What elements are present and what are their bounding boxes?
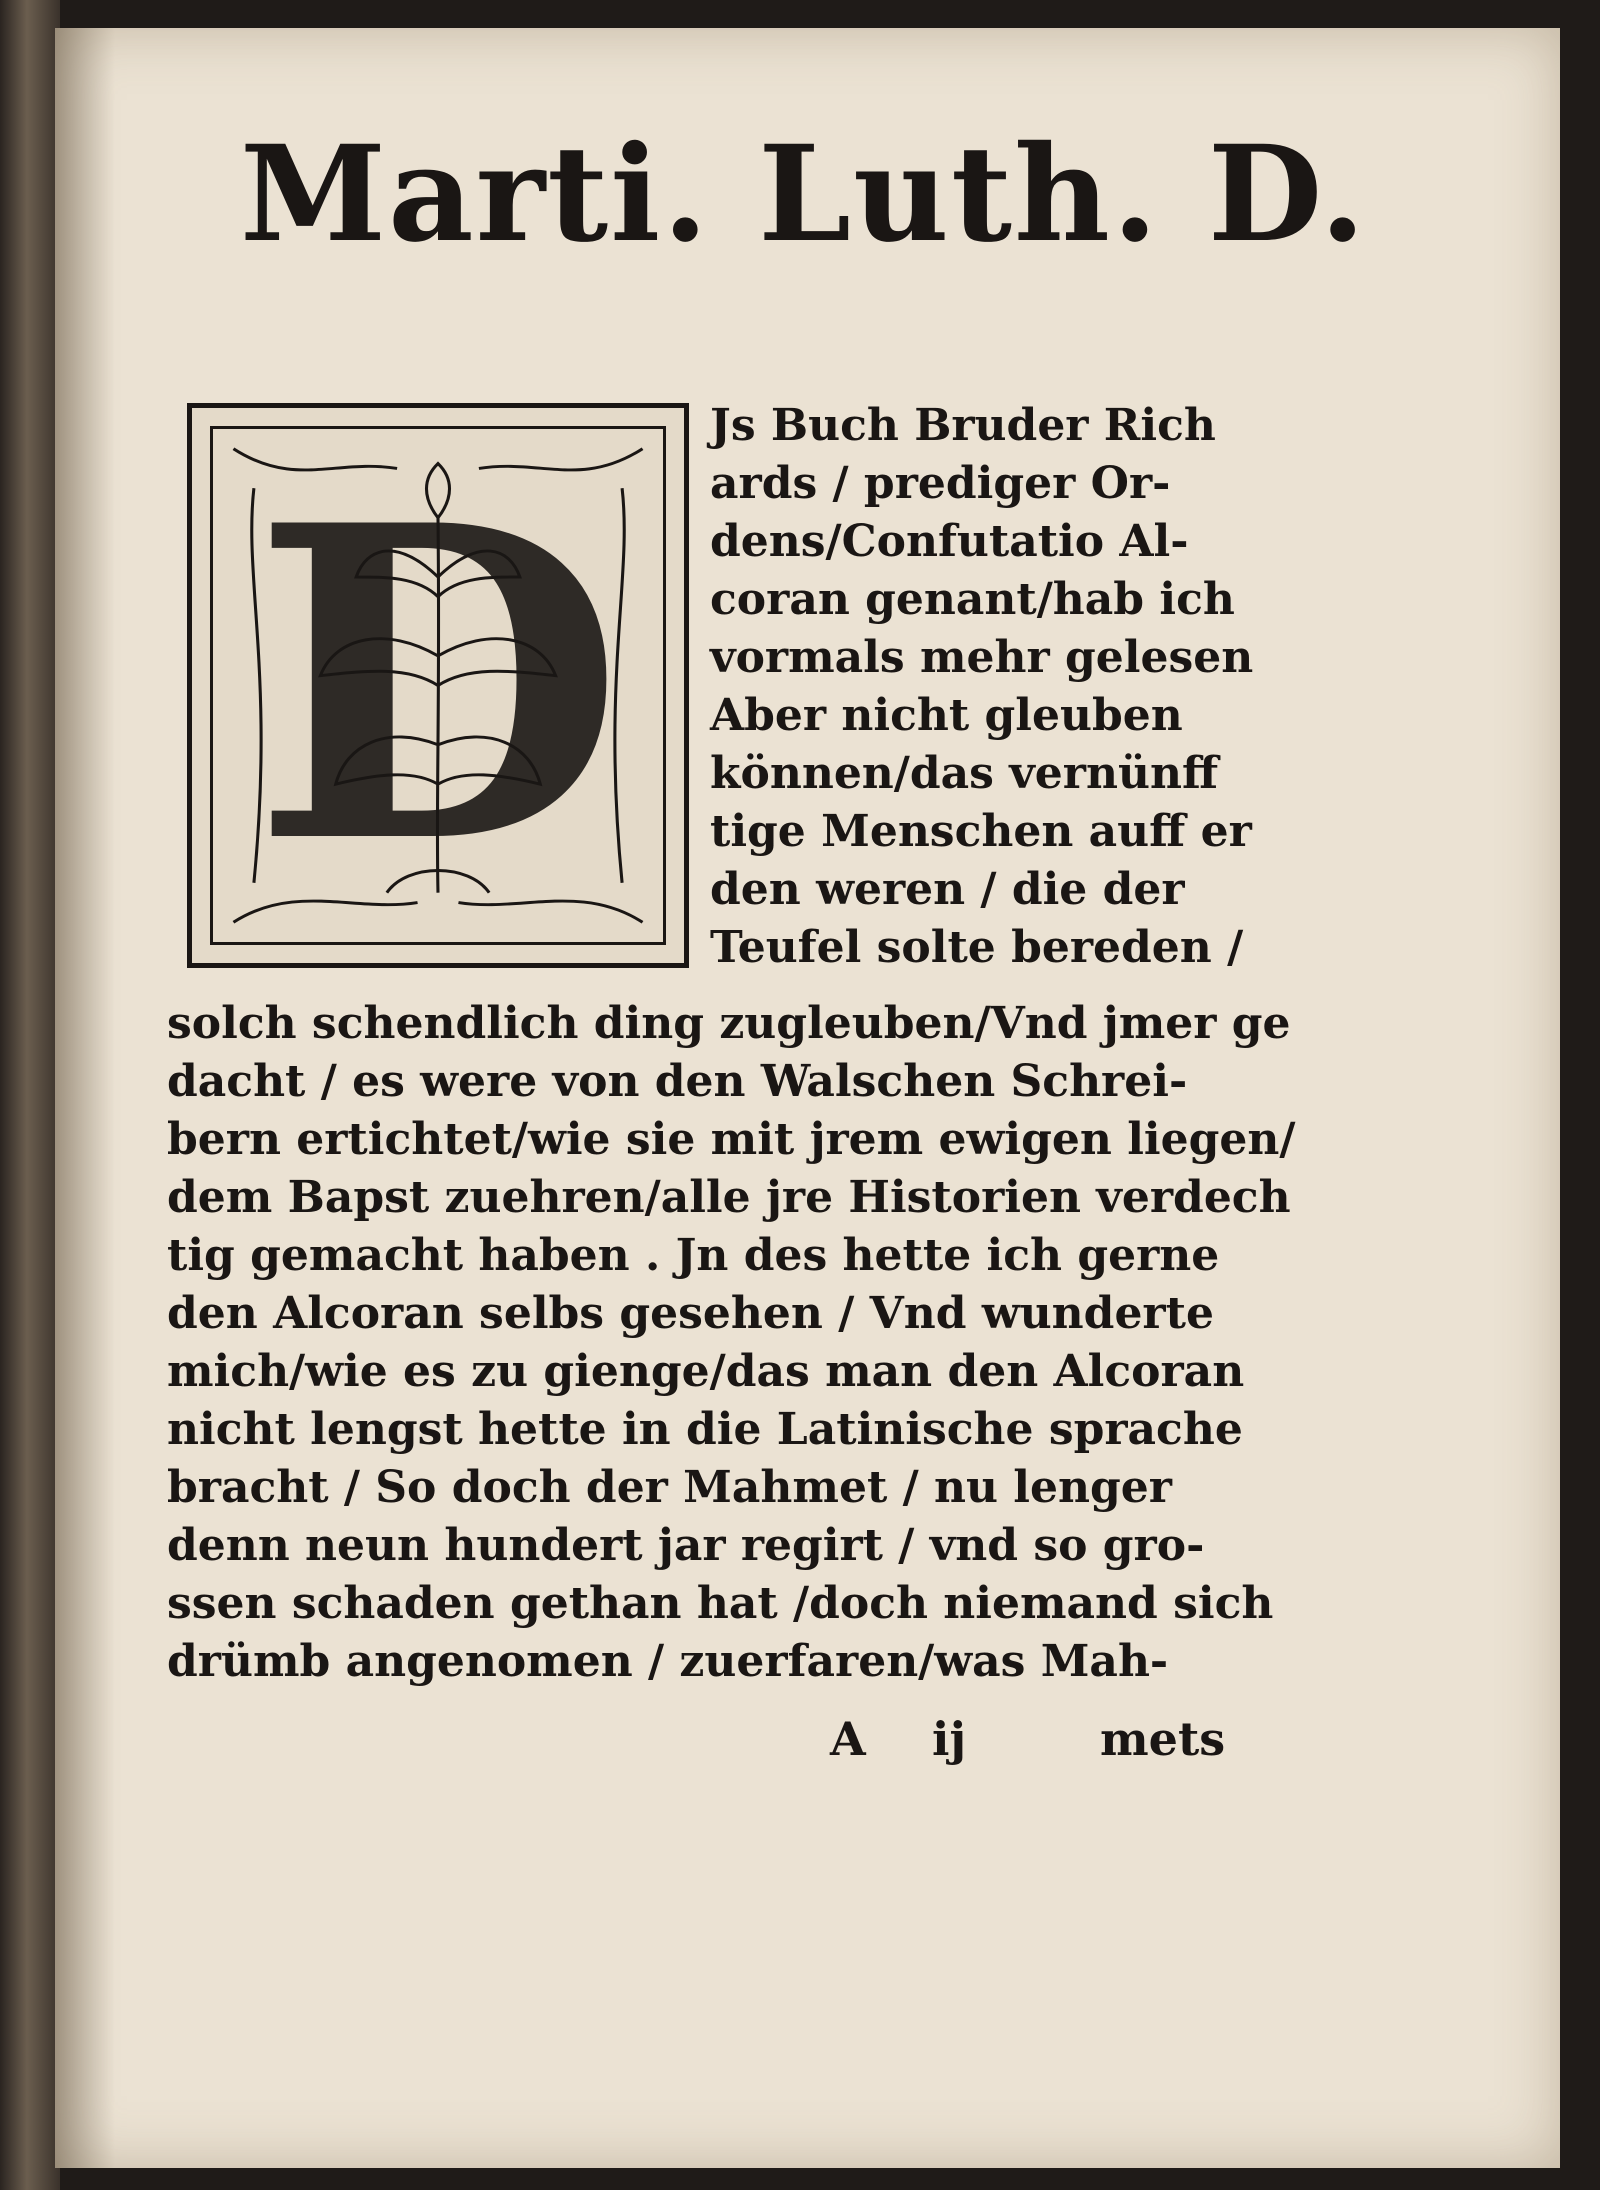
text-line: tige Menschen auff er	[710, 806, 1252, 857]
page-gutter-shadow	[55, 28, 115, 2168]
book-binding	[0, 0, 60, 2190]
text-line: bern ertichtet/wie sie mit jrem ewigen liegen/	[167, 1114, 1296, 1165]
text-line: denn neun hundert jar regirt / vnd so gro-	[167, 1520, 1205, 1571]
running-head: Marti. Luth. D.	[240, 117, 1368, 272]
text-line: Aber nicht gleuben	[710, 690, 1183, 741]
text-line: den Alcoran selbs gesehen / Vnd wunderte	[167, 1288, 1214, 1339]
catchword: mets	[1100, 1712, 1226, 1766]
text-line: bracht / So doch der Mahmet / nu lenger	[167, 1462, 1172, 1513]
text-line: mich/wie es zu gienge/das man den Alcoran	[167, 1346, 1245, 1397]
text-line: Teufel solte bereden /	[710, 922, 1244, 973]
text-line: können/das vernünff	[710, 748, 1219, 799]
text-line: coran genant/hab ich	[710, 574, 1235, 625]
text-line: drümb angenomen / zuerfaren/was Mah-	[167, 1636, 1169, 1687]
initial-frame	[210, 426, 666, 945]
text-line: dem Bapst zuehren/alle jre Historien verdech	[167, 1172, 1291, 1223]
text-line: solch schendlich ding zugleuben/Vnd jmer ge	[167, 998, 1291, 1049]
text-line: tig gemacht haben . Jn des hette ich gerne	[167, 1230, 1220, 1281]
initial-letter: D	[251, 432, 625, 938]
text-line: nicht lengst hette in die Latinische sprache	[167, 1404, 1243, 1455]
signature-letter: A	[830, 1712, 866, 1766]
text-line: dens/Confutatio Al-	[710, 516, 1189, 567]
text-line: dacht / es were von den Walschen Schrei-	[167, 1056, 1188, 1107]
text-line: vormals mehr gelesen	[710, 632, 1254, 683]
text-line: ssen schaden gethan hat /doch niemand sich	[167, 1578, 1274, 1629]
text-line: den weren / die der	[710, 864, 1185, 915]
text-line: ards / prediger Or-	[710, 458, 1171, 509]
signature-number: ij	[932, 1712, 967, 1766]
text-line: Js Buch Bruder Rich	[710, 400, 1216, 451]
decorated-initial	[187, 403, 689, 968]
